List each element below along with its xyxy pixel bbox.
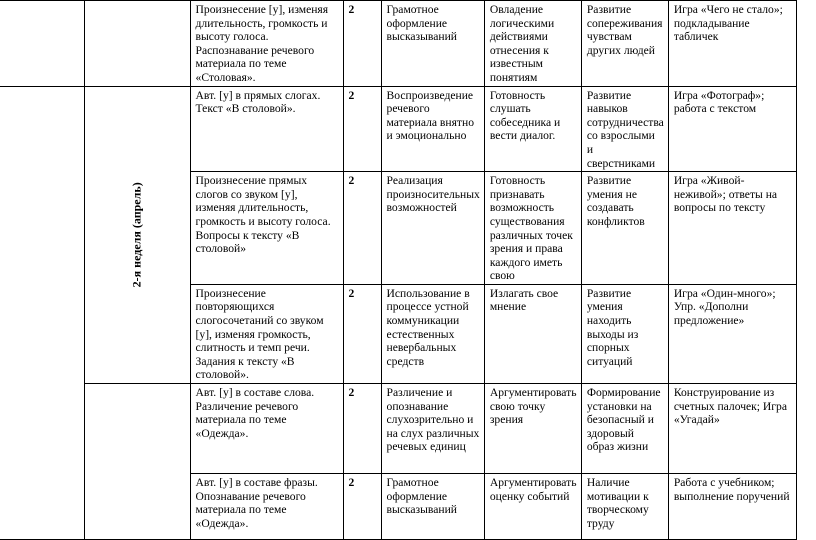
goal2-cell: Готовность признавать возможность существования различных точек зрения и права каждого иметь свою [484,172,581,285]
activity-cell: Игра «Фотограф»; работа с текстом [668,86,796,172]
topic-cell: Произнесение прямых слогов со звуком [у], изменяя длительность, громкость и высоту голоса. Вопросы к тексту «В столовой» [190,172,343,285]
topic-cell: Авт. [у] в прямых слогах. Текст «В столовой». [190,86,343,172]
goal1-cell: Реализация произносительных возможностей [381,172,484,285]
goal3-cell: Развитие умения не создавать конфликтов [581,172,668,285]
goal1-cell: Воспроизведение речевого материала внятно и эмоционально [381,86,484,172]
goal1-cell: Различение и опознавание слухозрительно и на слух различных речевых единиц [381,384,484,474]
hours-cell: 2 [343,1,381,87]
topic-cell: Авт. [у] в составе фразы. Опознавание речевого материала по теме «Одежда». [190,474,343,540]
week-label: 2-я неделя (апрель) [129,182,144,288]
goal1-cell: Грамотное оформление высказываний [381,1,484,87]
goal2-cell: Аргументировать оценку событий [484,474,581,540]
goal3-cell: Развитие умения находить выходы из спорных ситуаций [581,284,668,383]
week-cell [84,86,190,383]
hours-cell: 2 [343,474,381,540]
goal2-cell: Аргументировать свою точку зрения [484,384,581,474]
topic-cell: Авт. [у] в составе слова. Различение речевого материала по теме «Одежда». [190,384,343,474]
activity-cell: Конструирование из счетных палочек; Игра «Угадай» [668,384,796,474]
table-row [0,384,796,474]
goal1-cell: Использование в процессе устной коммуникации естественных невербальных средств [381,284,484,383]
activity-cell: Игра «Чего не стало»; подкладывание табличек [668,1,796,87]
goal2-cell: Готовность слушать собеседника и вести диалог. [484,86,581,172]
topic-cell: Произнесение [у], изменяя длительность, громкость и высоту голоса. Распознавание речевого материала по теме «Столовая». [190,1,343,87]
empty-cell [0,86,84,539]
activity-cell: Игра «Один-много»; Упр. «Дополни предложение» [668,284,796,383]
empty-cell [0,1,84,87]
hours-cell: 2 [343,384,381,474]
goal2-cell: Овладение логическими действиями отнесения к известным понятиям [484,1,581,87]
hours-cell: 2 [343,284,381,383]
hours-cell: 2 [343,172,381,285]
activity-cell: Игра «Живой-неживой»; ответы на вопросы по тексту [668,172,796,285]
goal3-cell: Формирование установки на безопасный и здоровый образ жизни [581,384,668,474]
goal3-cell: Наличие мотивации к творческому труду [581,474,668,540]
goal2-cell: Излагать свое мнение [484,284,581,383]
goal3-cell: Развитие навыков сотрудничества со взрослыми и сверстниками [581,86,668,172]
topic-cell: Произнесение повторяющихся слогосочетаний со звуком [у], изменяя громкость, слитность и темп речи. Задания к тексту «В столовой». [190,284,343,383]
week-cell-empty [84,384,190,540]
activity-cell: Работа с учебником; выполнение поручений [668,474,796,540]
goal1-cell: Грамотное оформление высказываний [381,474,484,540]
week-cell-empty [84,1,190,87]
table-row [0,86,796,172]
goal3-cell: Развитие сопереживания чувствам других людей [581,1,668,87]
hours-cell: 2 [343,86,381,172]
table-row [0,1,796,87]
